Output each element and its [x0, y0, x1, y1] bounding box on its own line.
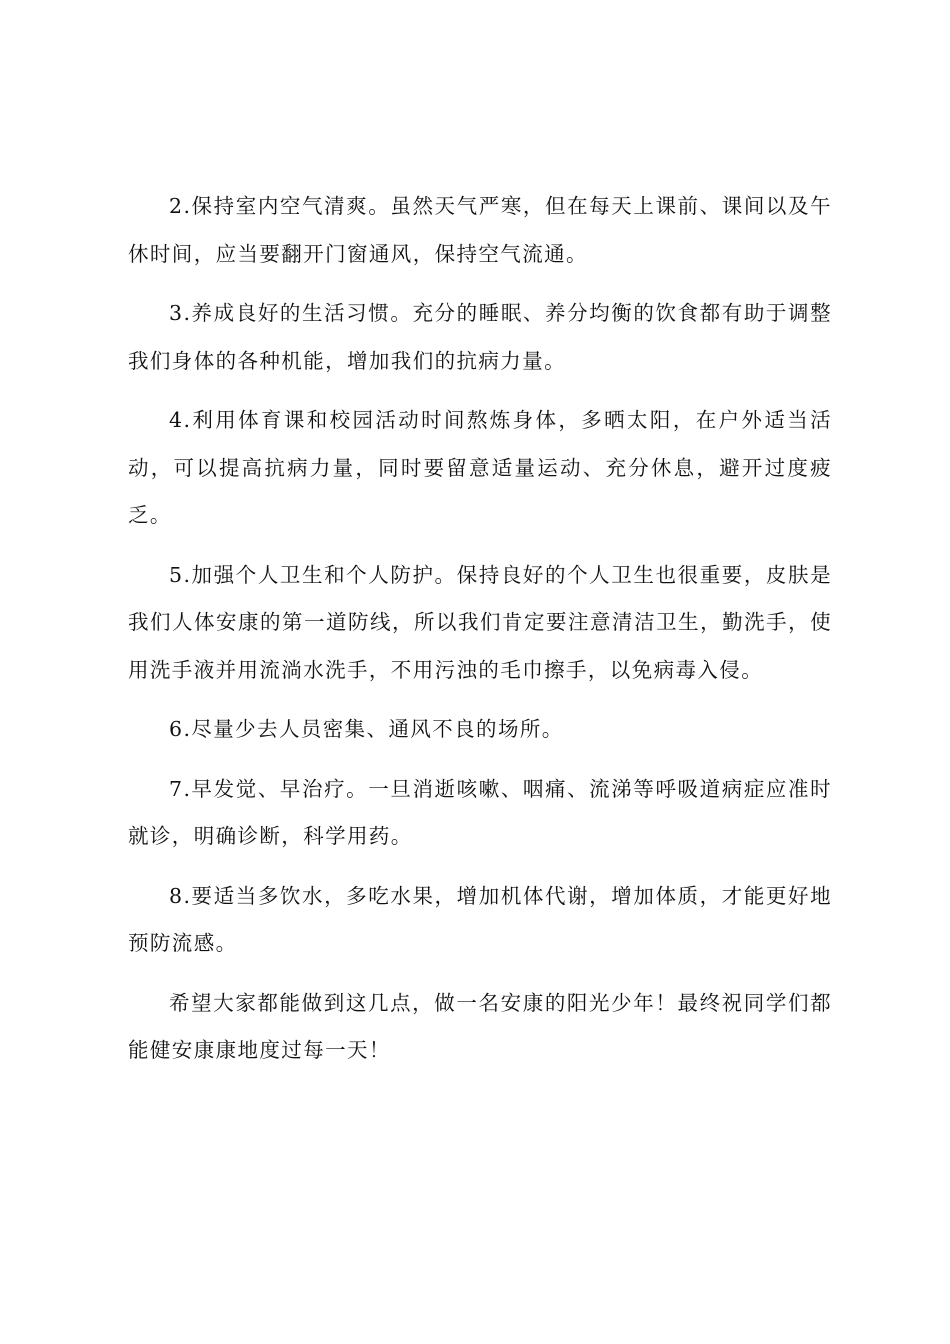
paragraph-item-3: 3.养成良好的生活习惯。充分的睡眠、养分均衡的饮食都有助于调整我们身体的各种机能，增加我们的抗病力量。: [128, 301, 832, 373]
paragraph-item-4: 4.利用体育课和校园活动时间熬炼身体，多晒太阳，在户外适当活动，可以提高抗病力量，同时要留意适量运动、充分休息，避开过度疲乏。: [128, 408, 832, 527]
document-body: [128, 183, 832, 1087]
paragraph-item-5: 5.加强个人卫生和个人防护。保持良好的个人卫生也很重要，皮肤是我们人体安康的第一道防线，所以我们肯定要注意清洁卫生，勤洗手，使用洗手液并用流淌水洗手，不用污浊的毛巾擦手，以免病毒入侵。: [128, 562, 832, 682]
paragraph-item-8: 8.要适当多饮水，多吃水果，增加机体代谢，增加体质，才能更好地预防流感。: [128, 883, 832, 955]
paragraph-item-2: 2.保持室内空气清爽。虽然天气严寒，但在每天上课前、课间以及午休时间，应当要翻开门窗通风，保持空气流通。: [128, 194, 832, 266]
closing-paragraph: 希望大家都能做到这几点，做一名安康的阳光少年！最终祝同学们都能健安康康地度过每一天！: [128, 990, 832, 1062]
paragraph-item-6: 6.尽量少去人员密集、通风不良的场所。: [169, 717, 564, 741]
paragraph-item-7: 7.早发觉、早治疗。一旦消逝咳嗽、咽痛、流涕等呼吸道病症应准时就诊，明确诊断，科学用药。: [128, 776, 832, 848]
